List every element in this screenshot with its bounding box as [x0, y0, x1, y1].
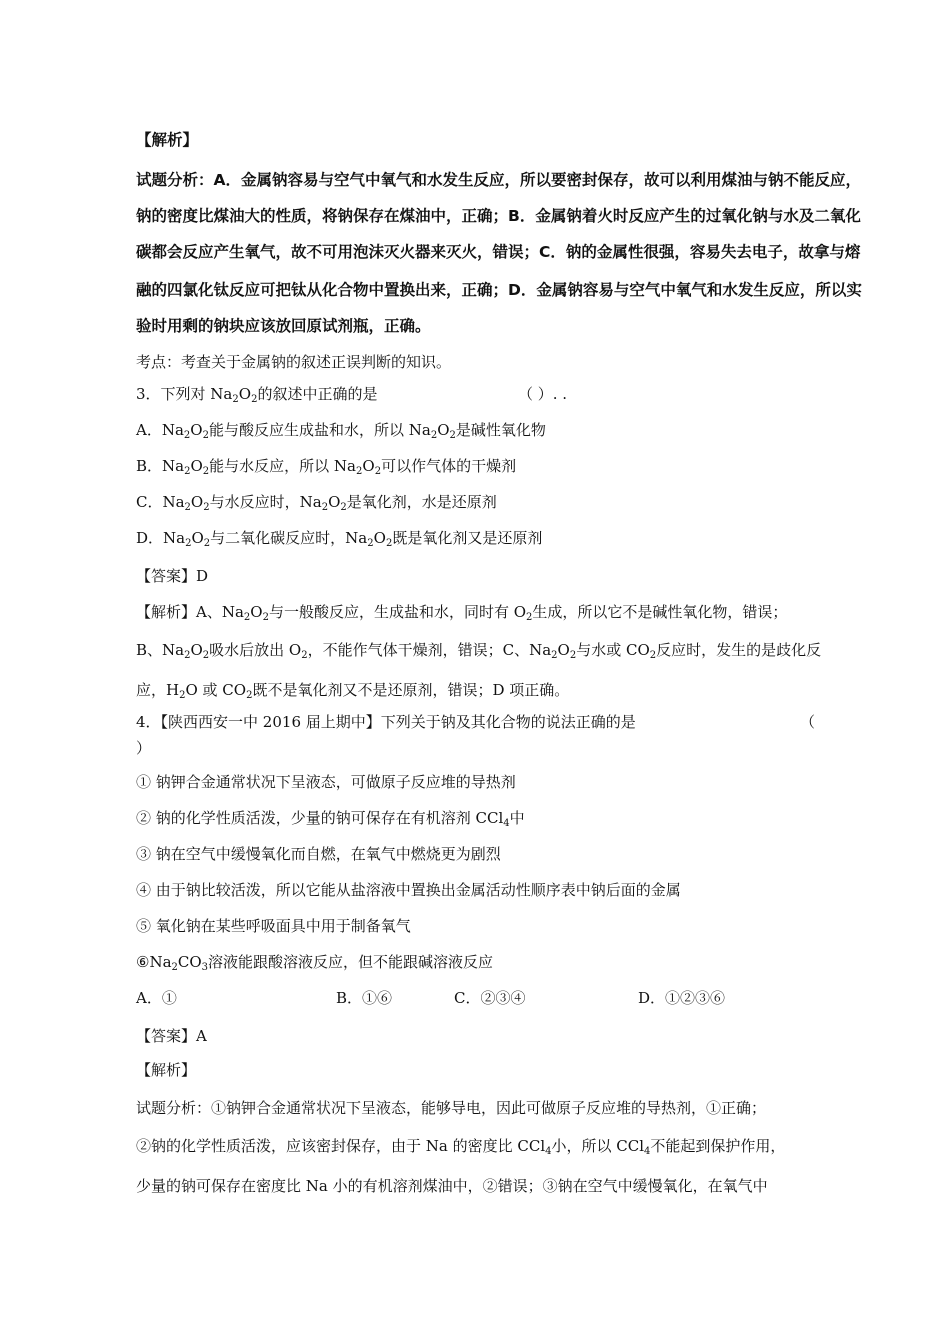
question-3-answer-blank: （ ）. .: [518, 385, 568, 403]
analysis-heading: 【解析】: [136, 131, 199, 149]
question-4-statement-3: ③ 钠在空气中缓慢氧化而自燃，在氧气中燃烧更为剧烈: [136, 845, 501, 863]
question-3-option-b: B．$Na_2O_2$能与水反应，所以 $Na_2O_2$可以作气体的干燥剂: [136, 457, 517, 477]
question-3-explanation-line: B、$Na_2O_2$吸水后放出 $O_2$，不能作气体干燥剂，错误；C、$Na_2O_2$与水或 $CO_2$反应时，发生的是歧化反: [136, 641, 822, 661]
analysis-paragraph-line: 试题分析：A．金属钠容易与空气中氧气和水发生反应，所以要密封保存，故可以利用煤油与钠不能反应，: [136, 171, 861, 189]
question-3-option-c: C．$Na_2O_2$与水反应时，$Na_2O_2$是氧化剂，水是还原剂: [136, 493, 497, 513]
question-4-option-d: D．①②③⑥: [638, 989, 726, 1007]
question-3-option-a: A．$Na_2O_2$能与酸反应生成盐和水，所以 $Na_2O_2$是碱性氧化物: [136, 421, 546, 441]
analysis-paragraph-line: 融的四氯化钛反应可把钛从化合物中置换出来，正确；D．金属钠容易与空气中氧气和水发生反应，所以实: [136, 281, 862, 299]
question-4-explanation-line: ②钠的化学性质活泼，应该密封保存，由于 Na 的密度比 CCl$_4$小，所以 CCl$_4$不能起到保护作用，: [136, 1137, 786, 1157]
question-4-option-c: C．②③④: [454, 989, 526, 1007]
question-4-explanation-line: 试题分析：①钠钾合金通常状况下呈液态，能够导电，因此可做原子反应堆的导热剂，①正确；: [136, 1099, 767, 1117]
question-4-analysis-heading: 【解析】: [136, 1061, 197, 1079]
question-3-stem: 3．下列对 $Na_2O_2$的叙述中正确的是: [136, 385, 378, 405]
question-4-statement-1: ① 钠钾合金通常状况下呈液态，可做原子反应堆的导热剂: [136, 773, 516, 791]
question-4-answer-blank-open: （: [800, 713, 816, 731]
question-3-answer: 【答案】D: [136, 567, 209, 585]
question-4-statement-5: ⑤ 氧化钠在某些呼吸面具中用于制备氧气: [136, 917, 411, 935]
question-3-explanation-line: 应，$H_2O$ 或 $CO_2$既不是氧化剂又不是还原剂，错误；D 项正确。: [136, 681, 570, 701]
question-4-option-a: A．①: [136, 989, 177, 1007]
question-4-answer: 【答案】A: [136, 1027, 207, 1045]
analysis-paragraph-line: 碳都会反应产生氧气，故不可用泡沫灭火器来灭火，错误；C．钠的金属性很强，容易失去电子，故拿与熔: [136, 243, 861, 261]
question-4-explanation-line: 少量的钠可保存在密度比 Na 小的有机溶剂煤油中，②错误；③钠在空气中缓慢氧化，在氧气中: [136, 1177, 768, 1195]
question-4-answer-blank-close: ）: [136, 739, 152, 757]
question-4-option-b: B．①⑥: [336, 989, 393, 1007]
analysis-paragraph-line: 钠的密度比煤油大的性质，将钠保存在煤油中，正确；B．金属钠着火时反应产生的过氧化钠与水及二氧化: [136, 207, 861, 225]
analysis-paragraph-line: 验时用剩的钠块应该放回原试剂瓶，正确。: [136, 317, 431, 335]
question-3-option-d: D．$Na_2O_2$与二氧化碳反应时，$Na_2O_2$既是氧化剂又是还原剂: [136, 529, 543, 549]
question-4-statement-6: $⑥Na_2CO_3$溶液能跟酸溶液反应，但不能跟碱溶液反应: [136, 953, 494, 973]
question-4-statement-2: ② 钠的化学性质活泼，少量的钠可保存在有机溶剂 CCl$_4$中: [136, 809, 525, 829]
question-3-explanation-line: 【解析】A、$Na_2O_2$与一般酸反应，生成盐和水，同时有 $O_2$生成，所以它不是碱性氧化物，错误；: [136, 603, 788, 623]
question-4-statement-4: ④ 由于钠比较活泼，所以它能从盐溶液中置换出金属活动性顺序表中钠后面的金属: [136, 881, 681, 899]
question-4-stem: 4．【陕西西安一中 2016 届上期中】下列关于钠及其化合物的说法正确的是: [136, 713, 636, 731]
kaodian-note: 考点：考查关于金属钠的叙述正误判断的知识。: [136, 353, 452, 371]
